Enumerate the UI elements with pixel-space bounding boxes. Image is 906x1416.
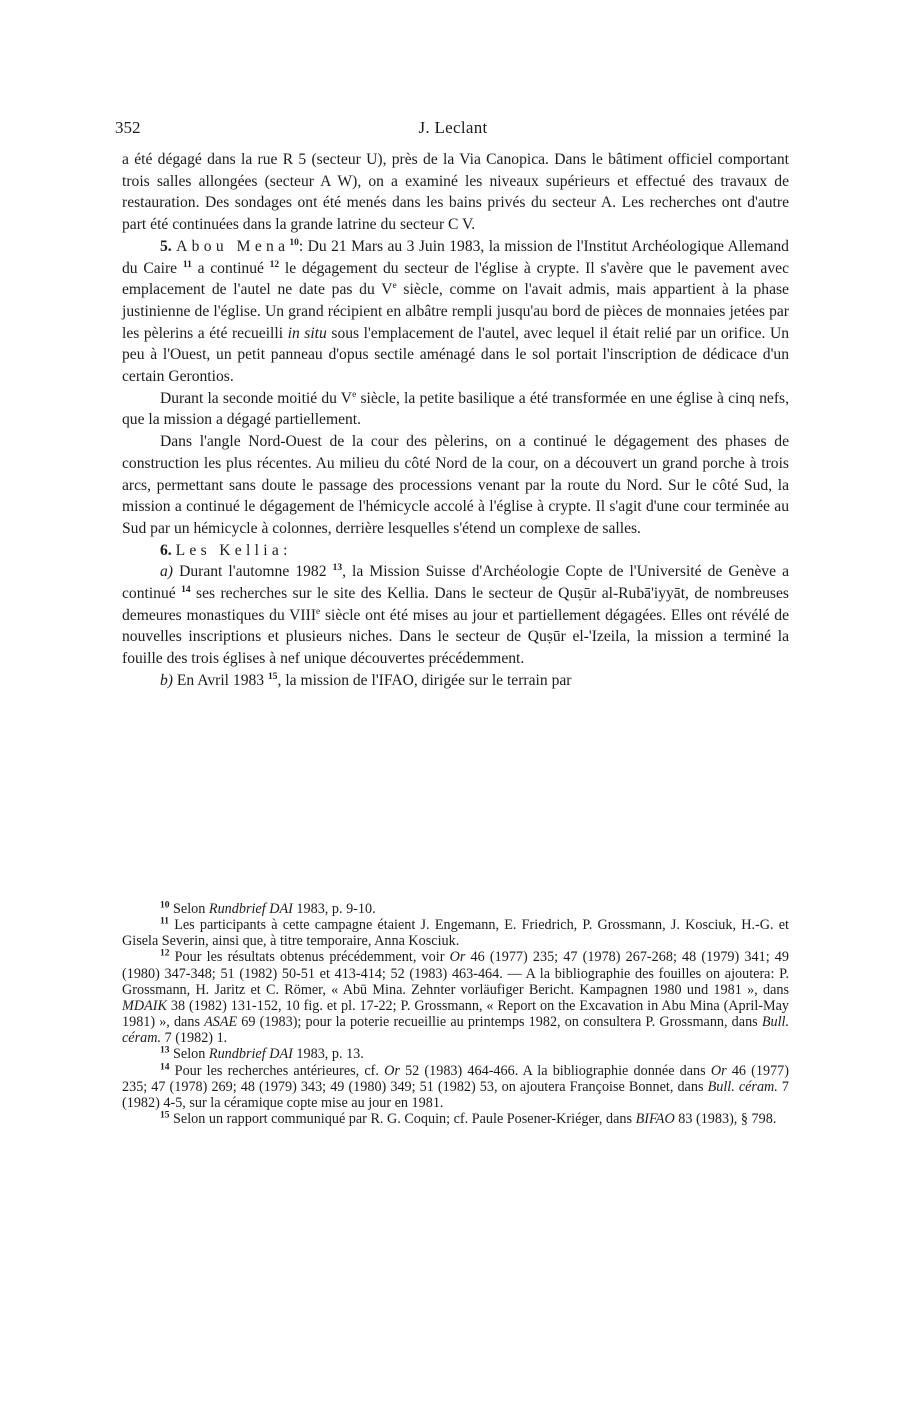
text-run: Durant l'automne 1982 <box>173 563 333 581</box>
footnote-number: 14 <box>160 1061 170 1072</box>
text-run: sous l'emplacement de l'autel, avec lequel il était relié par un orifice. Un peu à l'Ouest, un petit panneau d'opus sectile aménagé dans le sol portait l'inscription de dédicace d'un certain Gerontios. <box>122 324 790 386</box>
footnote-12 <box>122 949 789 1046</box>
footnote-number: 10 <box>160 900 170 911</box>
text-run: 83 (1983), § 798. <box>674 1111 777 1128</box>
text-run: 7 (1982) 4-5, sur la céramique copte mise au jour en 1981. <box>122 1078 789 1111</box>
footnotes <box>122 901 789 1127</box>
italic-text: MDAIK <box>122 997 167 1014</box>
superscript-e: e <box>316 606 321 617</box>
paragraph-3 <box>122 388 789 431</box>
italic-text: ASAE <box>204 1014 238 1031</box>
footnote-ref: 14 <box>181 584 191 595</box>
footnote-15 <box>122 1111 789 1127</box>
text-run: 1983, p. 9-10. <box>292 901 376 917</box>
footnote-14 <box>122 1063 789 1111</box>
italic-text: in situ <box>287 324 327 342</box>
footnote-number: 15 <box>160 1110 170 1121</box>
paragraph-text: Dans l'angle Nord-Ouest de la cour des pèlerins, on a continué le dégagement des phases de construction les plus récentes. Au milieu du côté Nord de la cour, on a découvert un grand porche à trois arcs, permettant sans doute le passage des processions venant par la route du Nord. Sur le côté Sud, la mission a continué le dégagement de l'hémicycle accolé à l'église à crypte. Il s'agit d'une cour terminée au Sud par un hémicycle à colonnes, derrière lesquelles s'étend un complexe de salles. <box>122 433 789 537</box>
page-number: 352 <box>115 118 141 137</box>
italic-text: Bull. céram. <box>707 1078 778 1095</box>
footnote-ref: 11 <box>182 259 192 270</box>
text-run: Selon un rapport communiqué par R. G. Coquin; cf. Paule Posener-Kriéger, dans <box>169 1111 636 1128</box>
footnote-number: 12 <box>160 948 170 959</box>
text-run: 69 (1983); pour la poterie recueillie au printemps 1982, on consultera P. Grossmann, dans <box>237 1014 762 1031</box>
footnote-ref: 10 <box>289 237 299 248</box>
text-run: 1983, p. 13. <box>292 1046 364 1063</box>
italic-text: Or <box>710 1062 727 1079</box>
text-run: : <box>283 541 288 559</box>
section-number: 5. <box>160 237 172 255</box>
footnote-10 <box>122 901 789 917</box>
text-run: siècle, la petite basilique a été transformée en une église à cinq nefs, que la mission a dégagé partiellement. <box>122 389 789 429</box>
section-title: Les Kellia <box>175 541 284 559</box>
text-run: 46 (1977) 235; 47 (1978) 269; 48 (1979) 343; 49 (1980) 349; 51 (1982) 53, on ajoutera Françoise Bonnet, dans <box>122 1062 790 1095</box>
footnote-ref: 12 <box>269 259 280 270</box>
section-number: 6. <box>160 541 172 559</box>
footnote-11 <box>122 917 789 949</box>
paragraph-text: a été dégagé dans la rue R 5 (secteur U), près de la Via Canopica. Dans le bâtiment officiel comportant trois salles allongées (secteur A W), on a examiné les niveaux supérieurs et effectué des travaux de restauration. Des sondages ont été menés dans les bains privés du secteur A. Les recherches ont d'autre part été continuées dans la grande latrine du secteur C V. <box>122 151 789 234</box>
text-run: 7 (1982) 1. <box>161 1030 228 1047</box>
footnote-ref: 15 <box>268 671 278 682</box>
italic-text: Or <box>449 949 466 966</box>
italic-text: Bull. céram. <box>122 1014 790 1047</box>
section-title: Abou Mena <box>176 237 290 255</box>
text-run: , la Mission Suisse d'Archéologie Copte de l'Université de Genève a continué <box>122 563 790 603</box>
text-run: Selon <box>169 1046 209 1063</box>
text-run: Pour les recherches antérieures, cf. <box>169 1062 385 1079</box>
paragraph-abou-mena <box>122 236 789 388</box>
text-run: : Du 21 Mars au 3 Juin 1983, la mission de l'Institut Archéologique Allemand du Caire <box>122 237 789 277</box>
superscript-e: e <box>352 389 357 400</box>
text-run: Pour les résultats obtenus précédemment, voir <box>169 949 450 966</box>
italic-text: Rundbrief DAI <box>208 1046 293 1063</box>
italic-text: Or <box>384 1062 400 1079</box>
footnote-number: 11 <box>160 916 169 927</box>
text-run: 38 (1982) 131-152, 10 fig. et pl. 17-22; P. Grossmann, « Report on the Excavation in Abu Mina (April-May 1981) », dans <box>122 997 789 1031</box>
item-label: b) <box>160 671 173 689</box>
text-run: En Avril 1983 <box>173 671 269 689</box>
text-run: ses recherches sur le site des Kellia. Dans le secteur de Quṣūr al-Rubā'iyyāt, de nombreuses demeures monastiques du VIII <box>122 585 789 624</box>
text-run: Durant la seconde moitié du V <box>160 389 353 407</box>
body-text <box>122 149 789 692</box>
paragraph-kellia-b <box>122 670 789 692</box>
item-label: a) <box>160 563 173 581</box>
text-run: 46 (1977) 235; 47 (1978) 267-268; 48 (1979) 341; 49 (1980) 347-348; 51 (1982) 50-51 et 413-414; 52 (1983) 463-464. — A la bibliographie des fouilles on ajoutera: P. Grossmann, H. Jaritz et C. Römer, « Abū Mina. Zehnter vorläufiger Bericht. Kampagnen 1980 und 1981 », dans <box>122 949 789 998</box>
footnote-ref: 13 <box>332 563 343 574</box>
footnote-13 <box>122 1046 789 1062</box>
text-run: Selon <box>169 901 209 917</box>
text-run: siècle ont été mises au jour et partiellement dégagées. Elles ont révélé de nouvelles inscriptions et plusieurs niches. Dans le secteur de Quṣūr el-'Izeila, la mission a terminé la fouille des trois églises à nef unique découvertes précédemment. <box>122 606 789 668</box>
footnote-number: 13 <box>160 1045 170 1056</box>
text-run: Les participants à cette campagne étaient J. Engemann, E. Friedrich, P. Grossmann, J. Kosciuk, H.-G. et Gisela Severin, ainsi que, à titre temporaire, Anna Kosciuk. <box>122 917 789 950</box>
superscript-e: e <box>392 281 397 292</box>
paragraph-1 <box>122 149 789 236</box>
text-run: a continué <box>191 259 270 277</box>
paragraph-4 <box>122 431 789 540</box>
paragraph-kellia <box>122 540 789 562</box>
italic-text: Rundbrief DAI <box>208 901 293 917</box>
text-run: 52 (1983) 464-466. A la bibliographie donnée dans <box>399 1062 711 1079</box>
paragraph-kellia-a <box>122 561 789 670</box>
running-head: J. Leclant <box>418 118 488 137</box>
text-run: le dégagement du secteur de l'église à crypte. Il s'avère que le pavement avec emplacement de l'autel ne date pas du V <box>122 259 789 299</box>
italic-text: BIFAO <box>635 1111 675 1128</box>
text-run: siècle, comme on l'avait admis, mais appartient à la phase justinienne de l'église. Un grand récipient en albâtre rempli jusqu'au bord de pièces de monnaies jetées par les pèlerins a été recueilli <box>122 281 789 342</box>
text-run: , la mission de l'IFAO, dirigée sur le terrain par <box>277 671 572 689</box>
